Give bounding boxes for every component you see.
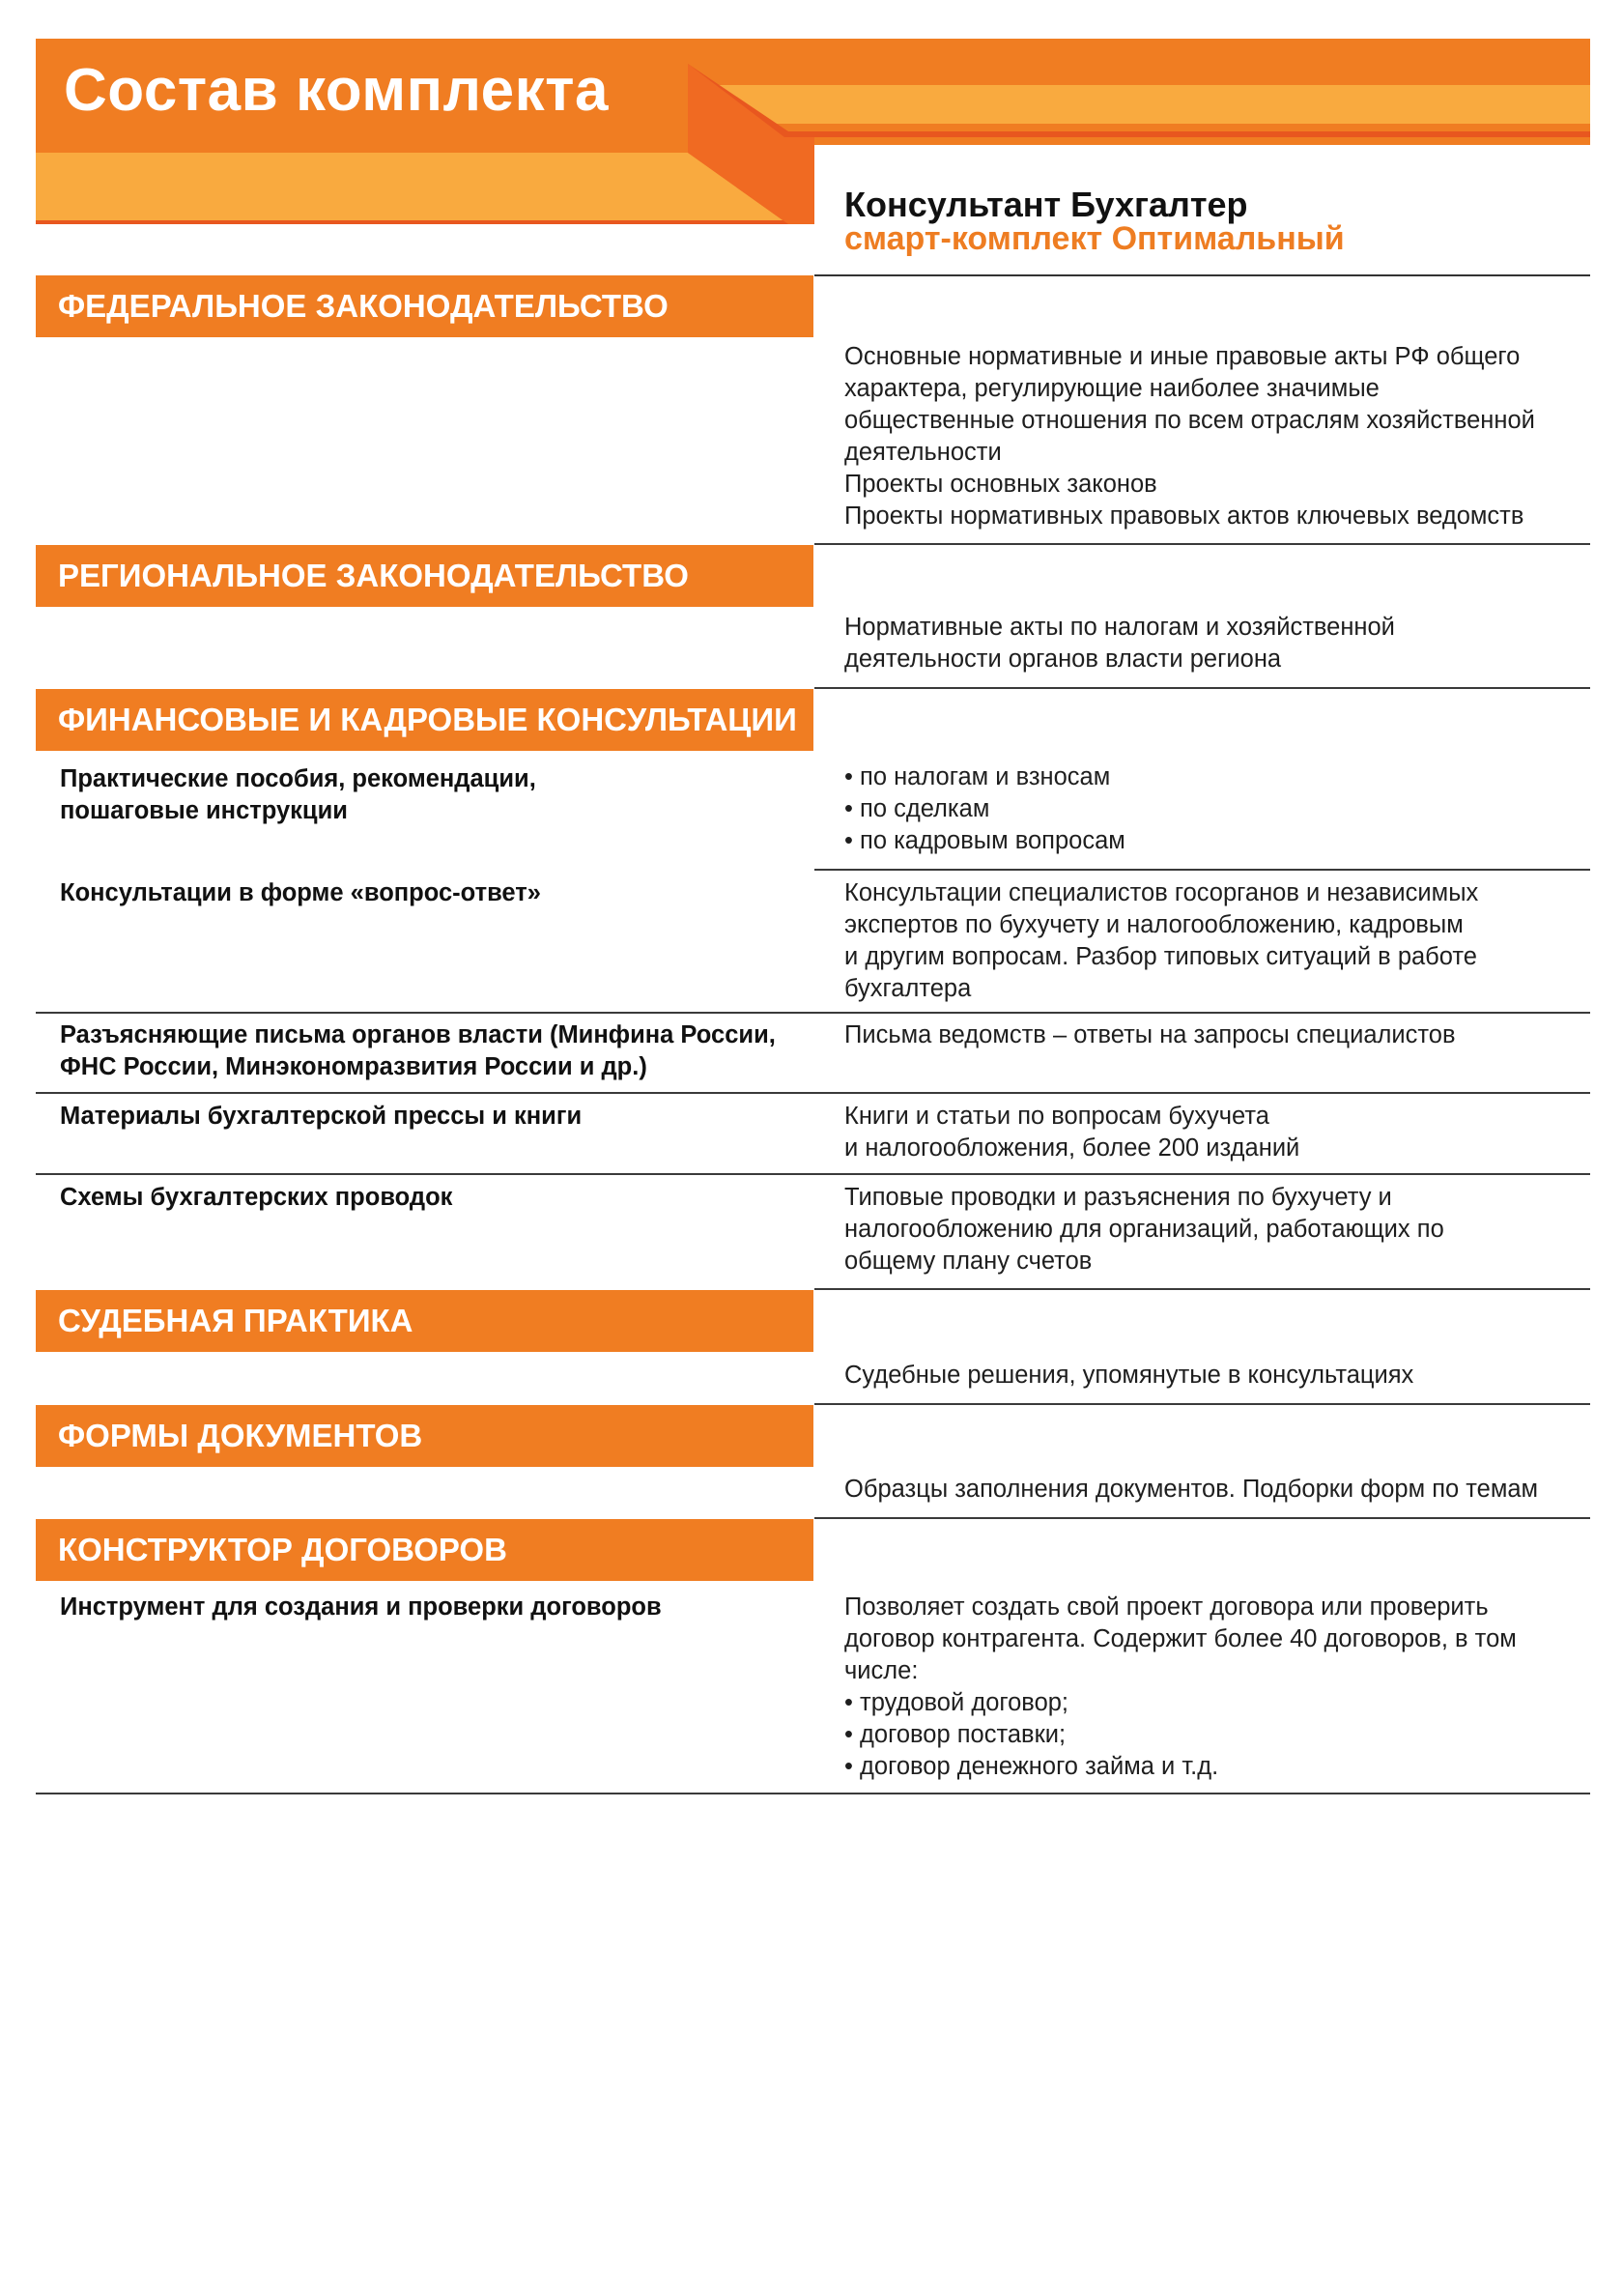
row-divider: [36, 1173, 1590, 1175]
forms-description: Образцы заполнения документов. Подборки форм по темам: [844, 1476, 1539, 1503]
constructor-row-label: Инструмент для создания и проверки договоров: [60, 1593, 662, 1621]
consultations-row-4-label: Материалы бухгалтерской прессы и книги: [60, 1103, 583, 1130]
consultations-row-2-label: Консультации в форме «вопрос-ответ»: [60, 879, 541, 906]
row-divider: [814, 1288, 1590, 1290]
product-edition: смарт-комплект Оптимальный: [844, 220, 1345, 257]
page-title: Состав комплекта: [64, 57, 610, 124]
section-constructor-heading: КОНСТРУКТОР ДОГОВОРОВ: [36, 1519, 813, 1581]
court-description: Судебные решения, упомянутые в консультациях: [844, 1362, 1414, 1389]
regional-description: Нормативные акты по налогам и хозяйственной деятельности органов власти региона: [844, 614, 1395, 673]
section-consultations-heading: ФИНАНСОВЫЕ И КАДРОВЫЕ КОНСУЛЬТАЦИИ: [36, 689, 813, 751]
table-bottom-rule: [36, 1793, 1590, 1794]
consultations-row-5-text: Типовые проводки и разъяснения по бухучету и налогообложению для организаций, работающих по общему плану счетов: [844, 1184, 1444, 1275]
consultations-row-4-text: Книги и статьи по вопросам бухучета и налогообложения, более 200 изданий: [844, 1103, 1300, 1162]
row-divider: [814, 543, 1590, 545]
consultations-row-3-text: Письма ведомств – ответы на запросы специалистов: [844, 1021, 1456, 1048]
row-divider: [814, 869, 1590, 871]
consultations-row-1-label: Практические пособия, рекомендации, пошаговые инструкции: [60, 765, 536, 824]
section-court-heading: СУДЕБНАЯ ПРАКТИКА: [36, 1290, 813, 1352]
row-divider: [814, 687, 1590, 689]
section-regional-heading: РЕГИОНАЛЬНОЕ ЗАКОНОДАТЕЛЬСТВО: [36, 545, 813, 607]
consultations-row-5-label: Схемы бухгалтерских проводок: [60, 1184, 453, 1211]
row-divider: [36, 1012, 1590, 1014]
federal-description: Основные нормативные и иные правовые акты РФ общего характера, регулирующие наиболее значимые общественные отношения по всем отраслям хозяйственной деятельности Проекты основных законов Проекты нормативных правовых актов ключевых ведомств: [844, 343, 1535, 530]
constructor-row-text: Позволяет создать свой проект договора или проверить договор контрагента. Содержит более 40 договоров, в том числе: • трудовой договор; • договор поставки; • договор денежного займа и т.д.: [844, 1593, 1517, 1780]
consultations-row-3-label: Разъясняющие письма органов власти (Минфина России, ФНС России, Минэкономразвития России и др.): [60, 1021, 776, 1080]
product-name: Консультант Бухгалтер: [844, 185, 1248, 224]
section-federal-heading: ФЕДЕРАЛЬНОЕ ЗАКОНОДАТЕЛЬСТВО: [36, 275, 813, 337]
section-forms-heading: ФОРМЫ ДОКУМЕНТОВ: [36, 1405, 813, 1467]
consultations-row-1-text: • по налогам и взносам • по сделкам • по кадровым вопросам: [844, 763, 1125, 854]
row-divider: [814, 1403, 1590, 1405]
consultations-row-2-text: Консультации специалистов госорганов и независимых экспертов по бухучету и налогообложению, кадровым и другим вопросам. Разбор типовых ситуаций в работе бухгалтера: [844, 879, 1479, 1002]
row-divider: [814, 1517, 1590, 1519]
row-divider: [36, 1092, 1590, 1094]
